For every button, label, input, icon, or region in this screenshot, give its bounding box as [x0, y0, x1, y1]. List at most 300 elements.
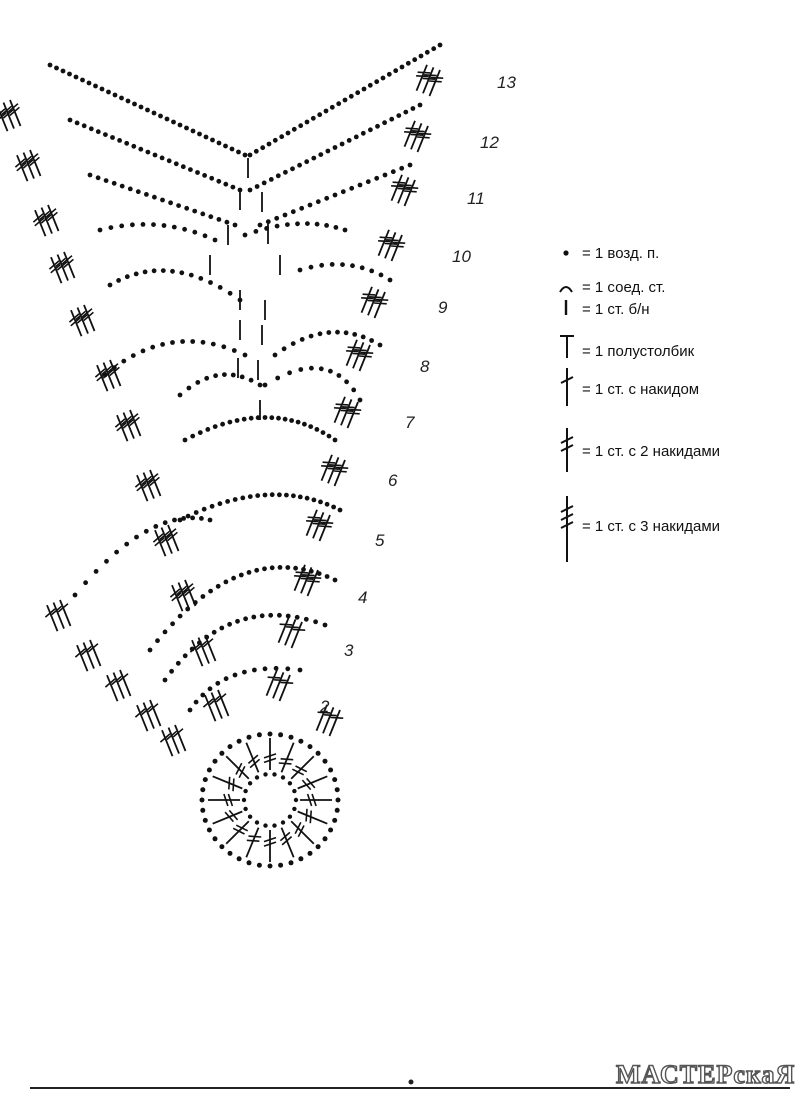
- stitch-bar: [411, 134, 424, 135]
- chain-stitch: [263, 772, 267, 776]
- chain-stitch: [388, 278, 393, 283]
- stitch-bar: [310, 811, 311, 824]
- chain-stitch: [106, 90, 111, 95]
- chain-stitch: [167, 158, 172, 163]
- stitch-bar: [307, 581, 320, 582]
- chain-stitch: [313, 619, 318, 624]
- crochet-stitch: [282, 743, 294, 773]
- crochet-stitch: [246, 743, 258, 773]
- chain-stitch: [278, 565, 283, 570]
- chain-stitch: [82, 123, 87, 128]
- chain-stitch: [200, 693, 205, 698]
- chain-stitch: [337, 373, 342, 378]
- chain-stitch: [131, 353, 136, 358]
- chain-stitch: [324, 109, 329, 114]
- chain-stitch: [258, 383, 263, 388]
- chain-stitch: [225, 220, 230, 225]
- chain-stitch: [75, 121, 80, 126]
- chain-stitch: [318, 152, 323, 157]
- chain-stitch: [293, 566, 298, 571]
- chain-stitch: [208, 280, 213, 285]
- chain-stitch: [333, 193, 338, 198]
- chain-stitch: [89, 126, 94, 131]
- chain-stitch: [263, 415, 268, 420]
- chain-stitch: [216, 179, 221, 184]
- chain-stitch: [178, 123, 183, 128]
- chain-stitch: [325, 502, 330, 507]
- chain-stitch: [54, 66, 59, 71]
- chain-stitch: [300, 337, 305, 342]
- chain-stitch: [277, 492, 282, 497]
- chain-stitch: [276, 173, 281, 178]
- legend-hdc: [560, 336, 695, 360]
- chain-stitch: [294, 798, 298, 802]
- chain-stitch: [343, 228, 348, 233]
- chain-stitch: [80, 78, 85, 83]
- chain-stitch: [349, 94, 354, 99]
- chain-stitch: [227, 622, 232, 627]
- chain-stitch: [289, 860, 294, 865]
- stitch-bar: [349, 409, 362, 410]
- chain-stitch: [298, 739, 303, 744]
- chain-stitch: [383, 173, 388, 178]
- chain-stitch: [213, 373, 218, 378]
- chain-stitch: [248, 781, 252, 785]
- chain-stitch: [204, 135, 209, 140]
- chain-stitch: [277, 613, 282, 618]
- chain-stitch: [144, 529, 149, 534]
- chain-stitch: [268, 864, 273, 869]
- chain-stitch: [174, 161, 179, 166]
- chain-stitch: [355, 90, 360, 95]
- chain-stitch: [233, 673, 238, 678]
- stitch-bar: [249, 836, 262, 837]
- chain-stitch: [335, 330, 340, 335]
- bottom-dot: [409, 1080, 414, 1085]
- stitch-bar: [331, 717, 344, 718]
- stitch-bar: [393, 182, 406, 183]
- chain-stitch: [144, 192, 149, 197]
- chain-stitch: [323, 759, 328, 764]
- chain-stitch: [396, 113, 401, 118]
- chain-stitch: [263, 383, 268, 388]
- chain-stitch: [272, 772, 276, 776]
- chain-stitch: [400, 65, 405, 70]
- chain-stitch: [130, 222, 135, 227]
- crochet-stitch: [226, 756, 249, 779]
- chain-stitch: [321, 430, 326, 435]
- chain-stitch: [108, 283, 113, 288]
- chain-stitch: [168, 200, 173, 205]
- stitch-bar: [376, 299, 389, 300]
- chain-stitch: [269, 177, 274, 182]
- chain-stitch: [141, 222, 146, 227]
- chain-stitch: [220, 422, 225, 427]
- chain-stitch: [230, 147, 235, 152]
- chain-stitch: [236, 150, 241, 155]
- chain-stitch: [219, 844, 224, 849]
- chain-stitch: [298, 367, 303, 372]
- chain-stitch: [231, 373, 236, 378]
- chain-stitch: [178, 614, 183, 619]
- chain-stitch: [431, 46, 436, 51]
- chain-stitch: [266, 219, 271, 224]
- chain-stitch: [231, 185, 236, 190]
- chain-stitch: [378, 343, 383, 348]
- stitch-bar: [309, 577, 322, 578]
- row-number-6: 6: [388, 471, 398, 490]
- chain-stitch: [289, 418, 294, 423]
- chain-stitch: [316, 199, 321, 204]
- stitch-bar: [341, 410, 354, 411]
- chain-stitch: [332, 818, 337, 823]
- chain-stitch: [104, 178, 109, 183]
- crochet-stitch: [213, 812, 243, 824]
- chain-stitch: [298, 268, 303, 273]
- chain-stitch: [295, 221, 300, 226]
- stitch-bar: [417, 137, 430, 138]
- chain-stitch: [109, 225, 114, 230]
- chain-stitch: [243, 233, 248, 238]
- chain-stitch: [233, 223, 238, 228]
- legend: [560, 245, 720, 562]
- chain-stitch: [366, 179, 371, 184]
- chain-stitch: [418, 103, 423, 108]
- chain-stitch: [203, 777, 208, 782]
- chain-stitch: [199, 516, 204, 521]
- chain-stitch: [336, 798, 341, 803]
- row-number-4: 4: [358, 588, 368, 607]
- stitch-bar: [363, 294, 376, 295]
- chain-stitch: [198, 276, 203, 281]
- stitch-bar: [306, 521, 319, 522]
- stitch-bar: [386, 240, 399, 241]
- chain-stitch: [298, 123, 303, 128]
- chain-stitch: [158, 114, 163, 119]
- chain-stitch: [411, 106, 416, 111]
- chain-stitch: [358, 398, 363, 403]
- stitch-bar: [233, 779, 234, 792]
- chain-stitch: [67, 72, 72, 77]
- chain-stitch: [270, 492, 275, 497]
- crochet-stitch: [291, 821, 314, 844]
- chain-stitch: [288, 781, 292, 785]
- chain-stitch: [333, 578, 338, 583]
- chain-stitch: [197, 132, 202, 137]
- chain-stitch: [204, 376, 209, 381]
- chain-stitch: [151, 222, 156, 227]
- chain-stitch: [243, 789, 247, 793]
- chain-stitch: [221, 344, 226, 349]
- legend-slip: [560, 279, 665, 296]
- chain-stitch: [317, 112, 322, 117]
- chain-stitch: [252, 668, 257, 673]
- chain-stitch: [141, 349, 146, 354]
- chain-stitch: [223, 182, 228, 187]
- chain-stitch: [438, 43, 443, 48]
- chain-stitch: [188, 708, 193, 713]
- stitch-bar: [359, 356, 372, 357]
- chain-stitch: [374, 79, 379, 84]
- chain-stitch: [389, 117, 394, 122]
- chain-stitch: [190, 516, 195, 521]
- stitch-bar: [391, 186, 404, 187]
- chain-stitch: [283, 417, 288, 422]
- chain-stitch: [391, 169, 396, 174]
- chain-stitch: [326, 149, 331, 154]
- chain-stitch: [171, 120, 176, 125]
- chain-stitch: [276, 416, 281, 421]
- chain-stitch: [270, 565, 275, 570]
- chain-stitch: [194, 510, 199, 515]
- chain-stitch: [103, 132, 108, 137]
- chain-stitch: [369, 269, 374, 274]
- chain-stitch: [254, 149, 259, 154]
- chain-stitch: [116, 278, 121, 283]
- chain-stitch: [231, 576, 236, 581]
- chain-stitch: [326, 330, 331, 335]
- chain-stitch: [200, 212, 205, 217]
- chain-stitch: [163, 630, 168, 635]
- row-number-7: 7: [405, 413, 415, 432]
- legend-chain: [563, 245, 659, 262]
- chain-stitch: [308, 424, 313, 429]
- chain-stitch: [369, 338, 374, 343]
- chain-stitch: [285, 666, 290, 671]
- chain-stitch: [382, 120, 387, 125]
- chain-stitch: [273, 138, 278, 143]
- chain-stitch: [215, 681, 220, 686]
- chain-stitch: [73, 593, 78, 598]
- pattern-chart: [0, 43, 443, 869]
- chain-stitch: [347, 138, 352, 143]
- row-number-3: 3: [344, 641, 354, 660]
- chain-stitch: [278, 732, 283, 737]
- chain-stitch: [257, 732, 262, 737]
- chain-stitch: [235, 418, 240, 423]
- stitch-bar: [412, 131, 425, 132]
- chain-stitch: [341, 189, 346, 194]
- chain-stitch: [330, 262, 335, 267]
- chain-stitch: [200, 798, 205, 803]
- chain-stitch: [328, 369, 333, 374]
- chain-stitch: [172, 225, 177, 230]
- chain-stitch: [180, 339, 185, 344]
- chain-stitch: [263, 493, 268, 498]
- chain-stitch: [201, 340, 206, 345]
- chain-stitch: [324, 223, 329, 228]
- chain-stitch: [360, 265, 365, 270]
- chain-stitch: [134, 272, 139, 277]
- stitch-bar: [378, 241, 391, 242]
- chain-stitch: [208, 589, 213, 594]
- chain-stitch: [232, 348, 237, 353]
- chain-stitch: [136, 189, 141, 194]
- chain-stitch: [296, 420, 301, 425]
- stitch-bar: [353, 353, 366, 354]
- row-number-11: 11: [467, 189, 485, 208]
- chain-stitch: [305, 221, 310, 226]
- chain-stitch: [308, 851, 313, 856]
- chain-stitch: [344, 379, 349, 384]
- chain-stitch: [132, 102, 137, 107]
- chain-stitch: [393, 68, 398, 73]
- chain-stitch: [247, 735, 252, 740]
- chain-stitch: [362, 87, 367, 92]
- chain-stitch: [181, 516, 186, 521]
- stitch-bar: [313, 523, 326, 524]
- chain-stitch: [104, 559, 109, 564]
- chain-stitch: [351, 388, 356, 393]
- chain-stitch: [298, 668, 303, 673]
- chain-stitch: [124, 542, 129, 547]
- chain-stitch: [178, 393, 183, 398]
- chain-stitch: [334, 225, 339, 230]
- chain-stitch: [189, 273, 194, 278]
- crochet-stitch: [213, 776, 243, 788]
- chain-stitch: [262, 566, 267, 571]
- stitch-bar: [361, 352, 374, 353]
- row-number-5: 5: [375, 531, 385, 550]
- stitch-bar: [416, 76, 429, 77]
- chain-stitch: [228, 420, 233, 425]
- chain-stitch: [309, 366, 314, 371]
- chain-stitch: [211, 342, 216, 347]
- crochet-stitch: [298, 812, 328, 824]
- chain-stitch: [374, 176, 379, 181]
- chain-stitch: [309, 265, 314, 270]
- chain-stitch: [298, 856, 303, 861]
- stitch-bar: [342, 407, 355, 408]
- chain-stitch: [183, 438, 188, 443]
- stitch-bar: [314, 520, 327, 521]
- chain-stitch: [254, 229, 259, 234]
- chain-stitch: [61, 69, 66, 74]
- stitch-bar: [268, 677, 281, 678]
- stitch-bar: [429, 81, 442, 82]
- chain-stitch: [237, 739, 242, 744]
- chain-stitch: [210, 138, 215, 143]
- chain-stitch: [152, 195, 157, 200]
- stitch-bar: [336, 467, 349, 468]
- chain-stitch: [315, 427, 320, 432]
- chain-stitch: [124, 141, 129, 146]
- chain-stitch: [311, 156, 316, 161]
- chain-stitch: [187, 386, 192, 391]
- chain-stitch: [202, 173, 207, 178]
- chain-stitch: [275, 376, 280, 381]
- chain-stitch: [176, 661, 181, 666]
- chain-stitch: [192, 230, 197, 235]
- chain-stitch: [278, 863, 283, 868]
- chain-stitch: [217, 141, 222, 146]
- chain-stitch: [207, 768, 212, 773]
- chain-stitch: [143, 270, 148, 275]
- row-number-8: 8: [420, 357, 430, 376]
- chain-stitch: [208, 518, 213, 523]
- stitch-bar: [374, 303, 387, 304]
- chain-stitch: [273, 353, 278, 358]
- chain-stitch: [308, 744, 313, 749]
- crochet-stitch: [282, 828, 294, 858]
- chain-stitch: [145, 108, 150, 113]
- chain-stitch: [240, 375, 245, 380]
- chain-stitch: [210, 504, 215, 509]
- chain-stitch: [272, 823, 276, 827]
- crochet-stitch: [291, 756, 314, 779]
- stitch-bar: [286, 627, 299, 628]
- stitch-bar: [296, 572, 309, 573]
- chain-stitch: [315, 222, 320, 227]
- chain-stitch: [318, 331, 323, 336]
- chain-stitch: [190, 434, 195, 439]
- chain-stitch: [328, 828, 333, 833]
- chain-stitch: [203, 233, 208, 238]
- stitch-bar: [321, 466, 334, 467]
- chain-stitch: [263, 666, 268, 671]
- stitch-bar: [431, 77, 444, 78]
- chain-stitch: [160, 156, 165, 161]
- chain-stitch: [251, 615, 256, 620]
- chain-stitch: [308, 203, 313, 208]
- chain-stitch: [350, 263, 355, 268]
- chain-stitch: [160, 198, 165, 203]
- chain-stitch: [131, 144, 136, 149]
- chain-stitch: [333, 438, 338, 443]
- chain-stitch: [202, 507, 207, 512]
- chain-stitch: [368, 83, 373, 88]
- chain-stitch: [327, 434, 332, 439]
- chain-stitch: [213, 759, 218, 764]
- chain-stitch: [292, 789, 296, 793]
- stitch-bar: [423, 78, 436, 79]
- stitch-bar: [319, 526, 332, 527]
- chain-stitch: [228, 291, 233, 296]
- chain-stitch: [200, 787, 205, 792]
- stitch-bar: [274, 680, 287, 681]
- chain-stitch: [257, 863, 262, 868]
- chain-stitch: [87, 81, 92, 86]
- stitch-bar: [306, 809, 307, 822]
- chain-stitch: [247, 570, 252, 575]
- chain-stitch: [258, 223, 263, 228]
- chain-stitch: [358, 183, 363, 188]
- chain-stitch: [191, 129, 196, 134]
- legend-label-dc1: = 1 ст. с накидом: [582, 381, 700, 398]
- stitch-bar: [229, 777, 230, 790]
- chain-stitch: [119, 96, 124, 101]
- legend-dc3: [561, 496, 720, 562]
- chain-stitch: [243, 807, 247, 811]
- chain-stitch: [242, 417, 247, 422]
- chain-stitch: [297, 163, 302, 168]
- stitch-bar: [323, 462, 336, 463]
- chain-stitch: [112, 181, 117, 186]
- chain-stitch: [183, 653, 188, 658]
- chain-stitch: [309, 334, 314, 339]
- chain-stitch: [263, 823, 267, 827]
- chain-stitch: [316, 844, 321, 849]
- chain-stitch: [138, 147, 143, 152]
- chain-stitch: [153, 524, 158, 529]
- chain-stitch: [148, 648, 153, 653]
- chain-stitch: [255, 775, 259, 779]
- chain-stitch: [146, 150, 151, 155]
- chain-stitch: [336, 101, 341, 106]
- chain-stitch: [255, 184, 260, 189]
- chain-stitch: [153, 153, 158, 158]
- chain-stitch: [281, 775, 285, 779]
